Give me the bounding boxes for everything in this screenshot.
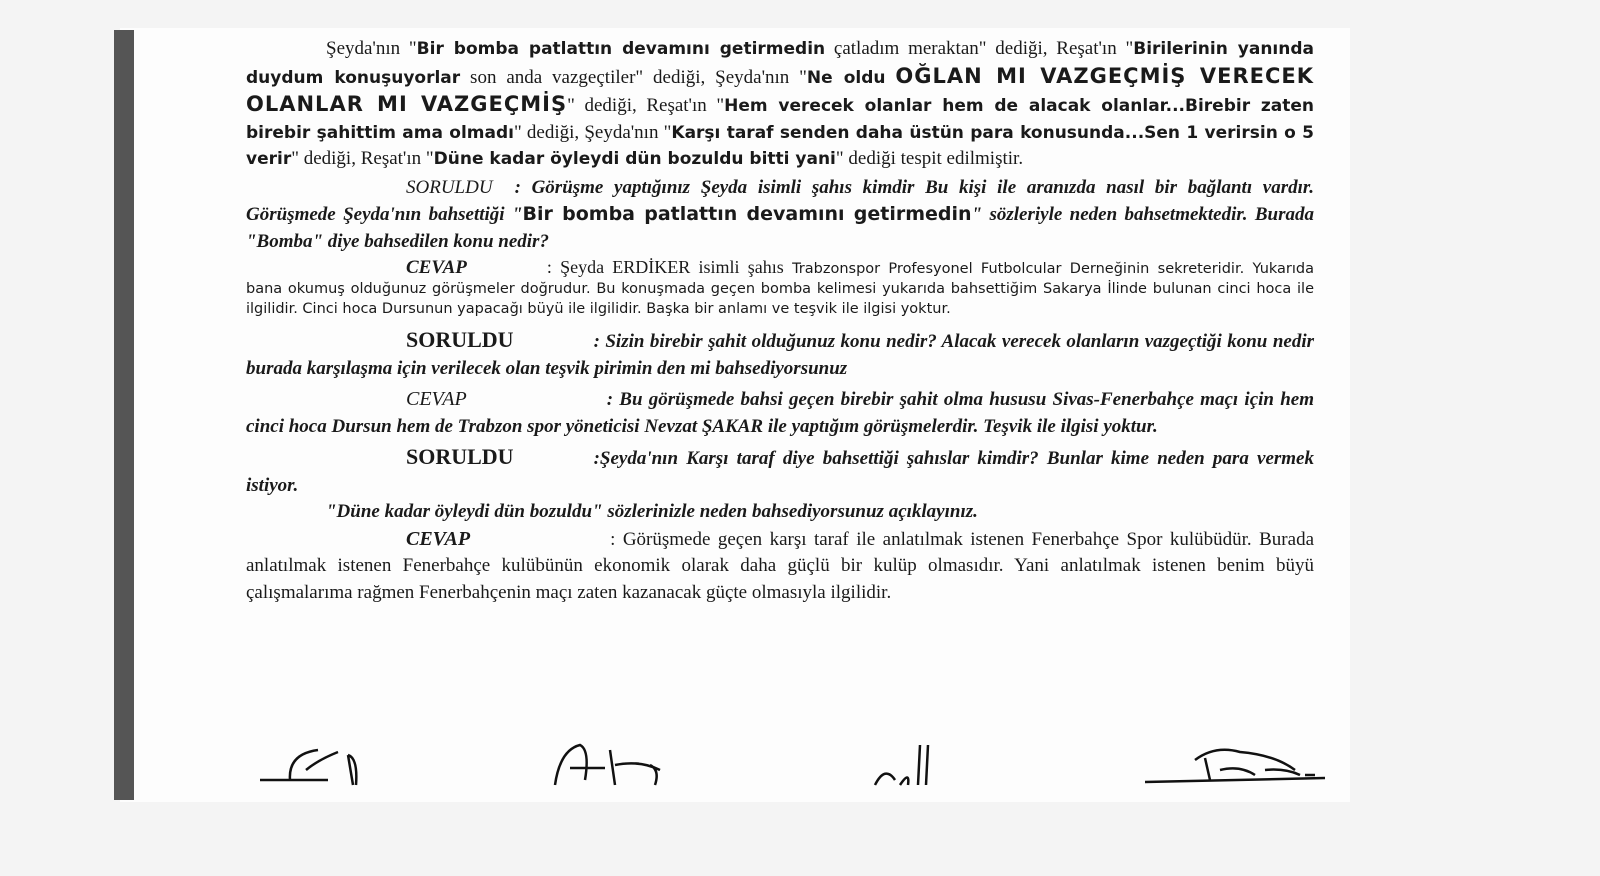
signature-3-icon (870, 740, 940, 790)
answer-2 (246, 386, 1314, 440)
question-3 (246, 444, 1314, 499)
question-label: SORULDU (406, 444, 514, 469)
text-span: " dediği, Şeyda'nın " (513, 121, 672, 143)
answer-label: CEVAP (406, 527, 471, 550)
question-2 (246, 327, 1314, 382)
paragraph-intro (246, 36, 1314, 173)
bold-quote: Hem verecek olanlar hem de alacak olanlar...Birebir zaten birebir şahittim ama olmadı (246, 96, 1314, 143)
text-span: son anda vazgeçtiler" dediği, Şeyda'nın " (460, 66, 807, 88)
signatures (240, 740, 1350, 800)
question-label: SORULDU (406, 327, 514, 352)
document-body (246, 36, 1314, 606)
text-span: " dediği, Reşat'ın " (567, 95, 725, 116)
bold-quote: Ne oldu (806, 67, 886, 88)
answer-3 (246, 526, 1314, 607)
answer-text: : Bu görüşmede bahsi geçen birebir şahit olma hususu Sivas-Fenerbahçe maçı için hem cinci hoca Dursun hem de Trabzon spor yöneticisi Nevzat ŞAKAR ile yaptığım görüşmelerdir. Teşvik ile ilgisi yoktur. (246, 389, 1314, 437)
bold-quote: Birilerinin yanında duydum konuşuyorlar (246, 39, 1314, 88)
answer-text: Trabzonspor Profesyonel Futbolcular Derneğinin sekreteridir. Yukarıda bana okumuş olduğunuz görüşmeler doğrudur. Bu konuşmada geçen bomba kelimesi yukarıda bahsettiğim Sakarya İlinde bulunan cinci hoca ile ilgilidir. Cinci hoca Dursunun yapacağı büyü ile ilgilidir. Başka bir anlamı ve teşvik ile ilgisi yoktur. (246, 261, 1314, 317)
bold-quote: Düne kadar öyleydi dün bozuldu bitti yani (433, 149, 836, 169)
question-3-continued (246, 499, 1314, 526)
question-text: : Sizin birebir şahit olduğunuz konu nedir? Alacak verecek olanların vazgeçtiği konu nedir burada karşılaşma için verilecek olan teşvik pirimin den mi bahsediyorsunuz (246, 331, 1314, 379)
bold-quote: Bir bomba patlattın devamını getirmedin (522, 203, 972, 225)
question-text: :Şeyda'nın Karşı taraf diye bahsettiği şahıslar kimdir? Bunlar kime neden para vermek istiyor. (246, 448, 1314, 496)
question-text: "Düne kadar öyleydi dün bozuldu" sözlerinizle neden bahsediyorsunuz açıklayınız. (326, 501, 978, 522)
text-span: Şeyda'nın " (326, 38, 417, 59)
text-span: çatladım meraktan" dediği, Reşat'ın " (825, 38, 1134, 59)
caps-quote: OĞLAN MI VAZGEÇMİŞ VERECEK OLANLAR MI VAZGEÇMİŞ (246, 63, 1315, 116)
signature-4-icon (1145, 740, 1335, 790)
signature-1-icon (258, 740, 388, 790)
bold-quote: Karşı taraf senden daha üstün para konusunda...Sen 1 verirsin o 5 verir (246, 122, 1314, 169)
question-text: : Görüşme yaptığınız Şeyda isimli şahıs kimdir Bu kişi ile aranızda nasıl bir bağlantı vardır. Görüşmede Şeyda'nın bahsettiği " (246, 176, 1314, 225)
signature-2-icon (550, 740, 690, 790)
question-text: " sözleriyle neden bahsetmektedir. Burada "Bomba" diye bahsedilen konu nedir? (246, 204, 1314, 252)
answer-text: Şeyda ERDİKER isimli şahıs (560, 257, 784, 277)
answer-1 (246, 257, 1314, 319)
answer-text: : Görüşmede geçen karşı taraf ile anlatılmak istenen Fenerbahçe Spor kulübüdür. Burada anlatılmak istenen Fenerbahçe kulübünün ekonomik olarak daha güçlü bir kulüp olmasıdır. Yani anlatılmak istenen benim büyü çalışmalarıma rağmen Fenerbahçenin maçı zaten kazanacak güçte olmasıyla ilgilidir. (246, 528, 1314, 603)
page-edge-bar (114, 30, 134, 800)
text-span: " dediği tespit edilmiştir. (835, 148, 1024, 169)
answer-label: CEVAP (406, 257, 467, 278)
question-1 (246, 175, 1314, 256)
bold-quote: Bir bomba patlattın devamını getirmedin (416, 39, 826, 59)
text-span: " dediği, Reşat'ın " (291, 148, 434, 169)
answer-label: CEVAP (406, 388, 467, 410)
question-label: SORULDU (406, 176, 493, 198)
answer-text: : (546, 257, 561, 277)
